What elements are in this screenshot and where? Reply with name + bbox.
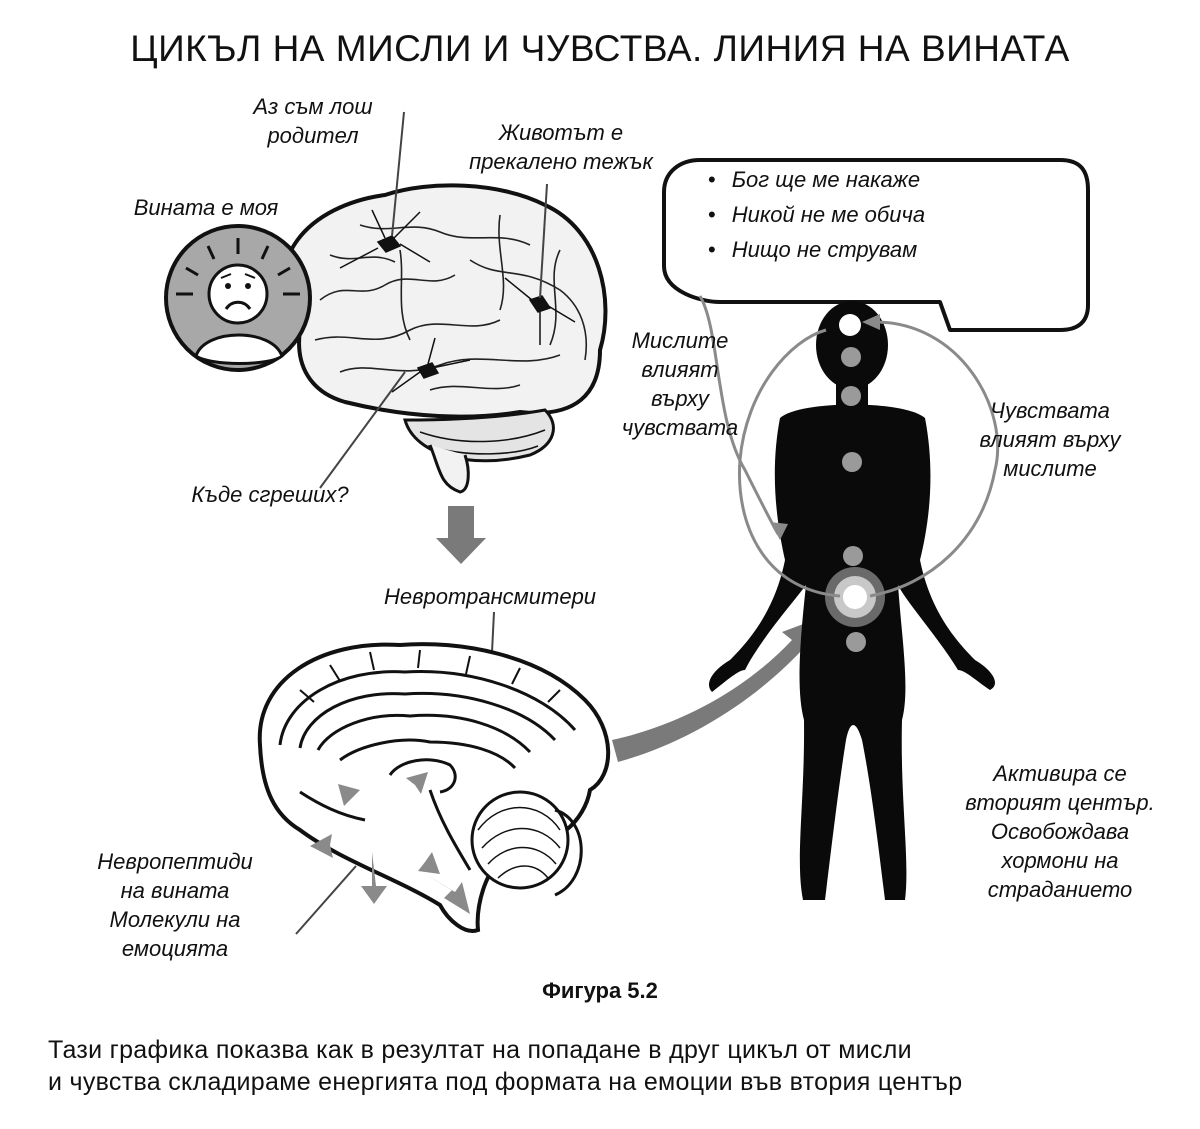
label-guilt-mine: Вината е моя xyxy=(133,195,279,220)
page-title: ЦИКЪЛ НА МИСЛИ И ЧУВСТВА. ЛИНИЯ НА ВИНАТА xyxy=(130,28,1070,69)
figure-label: Фигура 5.2 xyxy=(542,978,658,1003)
label-line: Чувствата xyxy=(990,398,1110,423)
guilt-face-icon xyxy=(166,226,310,370)
bubble-item: • Бог ще ме накаже xyxy=(708,162,925,197)
label-line: родител xyxy=(267,123,359,148)
label-line: вторият център. xyxy=(965,790,1155,815)
label-line: Аз съм лош xyxy=(253,94,373,119)
label-line: на вината xyxy=(120,878,230,903)
label-line: емоцията xyxy=(121,936,229,961)
label-line: влияят върху xyxy=(979,427,1121,452)
brain-lateral xyxy=(284,185,606,492)
label-line: Активира се xyxy=(993,761,1127,786)
label-line: Невропептиди xyxy=(97,849,253,874)
label-line: мислите xyxy=(1003,456,1097,481)
label-line: Освобождава xyxy=(990,819,1130,844)
label-second-center xyxy=(940,759,1180,904)
label-thoughts-affect xyxy=(600,326,760,442)
second-center-glow xyxy=(825,567,885,627)
label-line: Молекули на xyxy=(109,907,241,932)
label-line: върху xyxy=(651,386,709,411)
label-line: хормони на xyxy=(1001,848,1119,873)
bubble-item: • Никой не ме обича xyxy=(708,197,925,232)
caption-line-2: и чувства складираме енергията под формата на емоции във втория център xyxy=(48,1068,963,1096)
neuropeptide-leader xyxy=(296,866,356,934)
to-body-arrow xyxy=(612,614,830,762)
label-bad-parent xyxy=(238,92,388,150)
label-line: Животът е xyxy=(498,120,624,145)
caption-line-1: Тази графика показва как в резултат на попадане в друг цикъл от мисли xyxy=(48,1036,912,1064)
label-feelings-affect xyxy=(950,396,1150,483)
down-arrow xyxy=(436,506,486,564)
speech-bubble-content xyxy=(708,162,925,267)
label-line: Мислите xyxy=(631,328,729,353)
label-line: влияят xyxy=(641,357,719,382)
brain-sagittal xyxy=(260,644,608,931)
label-line: чувствата xyxy=(621,415,739,440)
label-neuropeptides xyxy=(70,847,280,963)
label-line: страданието xyxy=(987,877,1133,902)
bubble-item: • Нищо не струвам xyxy=(708,232,925,267)
label-neurotransmitters: Невротрансмитери xyxy=(383,584,597,609)
label-where-wrong: Къде сгреших? xyxy=(191,482,349,507)
label-life-hard xyxy=(456,118,666,176)
label-line: прекалено тежък xyxy=(469,149,653,174)
